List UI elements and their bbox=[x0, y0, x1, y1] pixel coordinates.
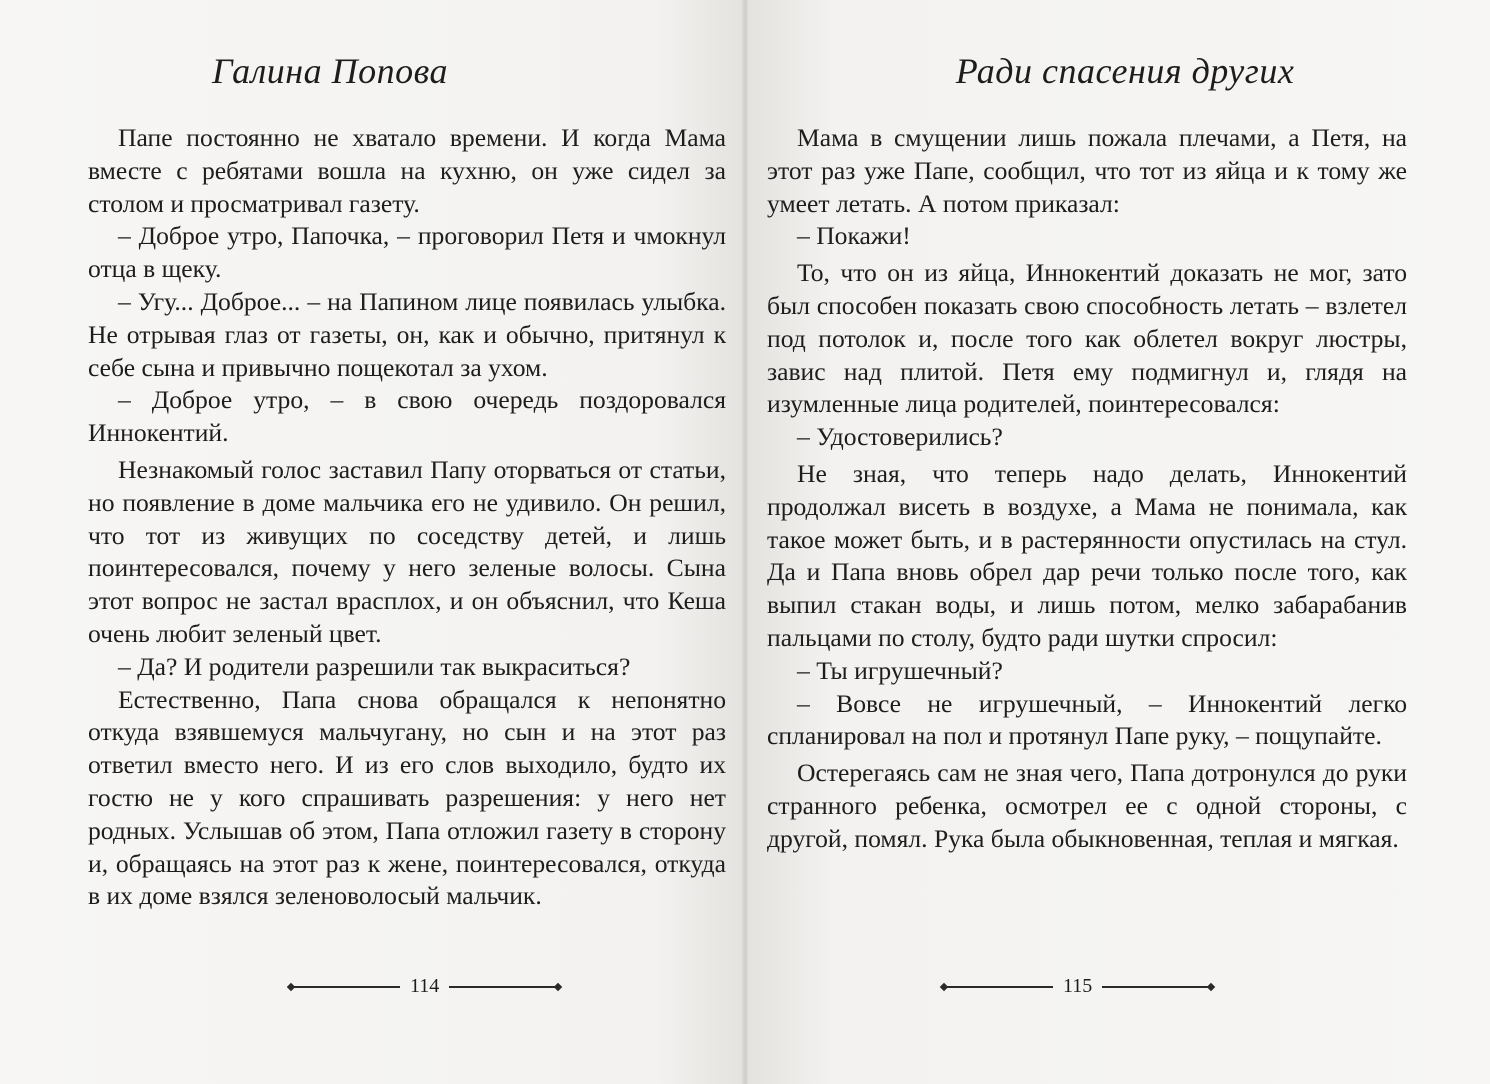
paragraph: – Ты игрушечный? bbox=[797, 655, 1003, 685]
paragraph: – Да? И родители разрешили так выкраситься? bbox=[118, 651, 631, 681]
paragraph: – Доброе утро, – в свою очередь поздоровался Иннокентий. bbox=[88, 385, 726, 448]
paragraph: – Доброе утро, Папочка, – проговорил Петя и чмокнул отца в щеку. bbox=[88, 221, 726, 284]
paragraph: – Вовсе не игрушечный, – Иннокентий легко спланировал на пол и протянул Папе руку, – пощупайте. bbox=[767, 688, 1407, 751]
folio-ornament-left bbox=[290, 986, 400, 988]
left-running-head: Галина Попова bbox=[211, 51, 449, 91]
paragraph: – Угу... Доброе... – на Папином лице появилась улыбка. Не отрывая глаз от газеты, он, как и обычно, притянул к себе сына и привычно пощекотал за ухом. bbox=[88, 286, 726, 382]
right-page bbox=[745, 0, 1490, 1084]
paragraph: Не зная, что теперь надо делать, Иннокентий продолжал висеть в воздухе, а Мама не понимала, как такое может быть, и в растерянности опустилась на стул. Да и Папа вновь обрел дар речи только после того, как выпил стакан воды, и лишь потом, мелко забарабанив пальцами по столу, будто ради шутки спросил: bbox=[767, 458, 1407, 652]
paragraph: Незнакомый голос заставил Папу оторваться от статьи, но появление в доме мальчика его не удивило. Он решил, что тот из живущих по соседству детей, и лишь поинтересовался, почему у него зеленые волосы. Сына этот вопрос не застал врасплох, и он объяснил, что Кеша очень любит зеленый цвет. bbox=[88, 454, 726, 648]
folio-ornament-right bbox=[449, 986, 559, 988]
page-number: 114 bbox=[410, 975, 440, 997]
paragraph: Естественно, Папа снова обращался к непонятно откуда взявшемуся мальчугану, но сын и на этот раз ответил вместо него. И из его слов выходило, будто их гостю не у кого спрашивать разрешения: у него нет родных. Услышав об этом, Папа отложил газету в сторону и, обращаясь на этот раз к жене, поинтересовался, откуда в их доме взялся зеленоволосый мальчик. bbox=[88, 684, 726, 911]
right-running-head: Ради спасения других bbox=[955, 51, 1295, 91]
right-body-text bbox=[767, 122, 1407, 856]
book-gutter bbox=[742, 0, 748, 1084]
paragraph: Папе постоянно не хватало времени. И когда Мама вместе с ребятами вошла на кухню, он уже сидел за столом и просматривал газету. bbox=[88, 123, 726, 218]
paragraph: – Покажи! bbox=[797, 221, 911, 251]
paragraph: – Удостоверились? bbox=[797, 422, 1003, 452]
paragraph: То, что он из яйца, Иннокентий доказать не мог, зато был способен показать свою способность летать – взлетел под потолок и, после того как облетел вокруг люстры, завис над плитой. Петя ему подмигнул и, глядя на изумленные лица родителей, поинтересовался: bbox=[767, 258, 1407, 419]
left-page-number bbox=[290, 975, 559, 998]
left-body-text bbox=[88, 122, 726, 913]
page-number: 115 bbox=[1063, 975, 1093, 997]
paragraph: Мама в смущении лишь пожала плечами, а Петя, на этот раз уже Папе, сообщил, что тот из яйца и к тому же умеет летать. А потом приказал: bbox=[767, 123, 1407, 218]
folio-ornament-right bbox=[1102, 986, 1212, 988]
paragraph: Остерегаясь сам не зная чего, Папа дотронулся до руки странного ребенка, осмотрел ее с одной стороны, с другой, помял. Рука была обыкновенная, теплая и мягкая. bbox=[767, 758, 1407, 853]
folio-ornament-left bbox=[943, 986, 1053, 988]
right-page-number bbox=[943, 975, 1212, 998]
